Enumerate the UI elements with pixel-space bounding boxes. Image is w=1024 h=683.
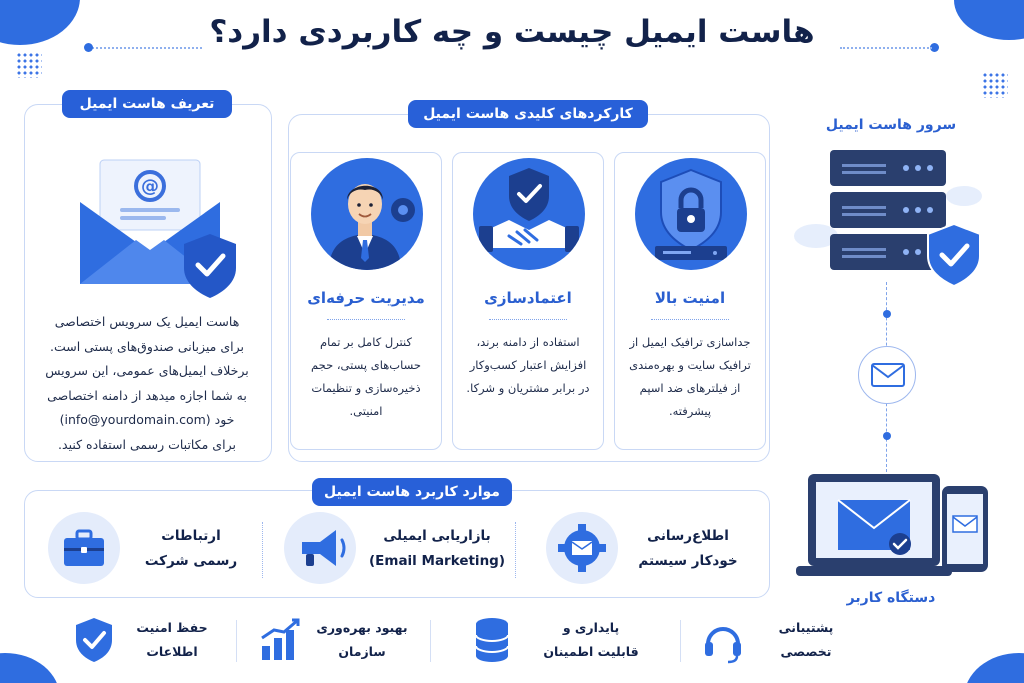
feature-line: ذخیره‌سازی و تنظیمات [311, 381, 421, 395]
feature-line: افزایش اعتبار کسب‌وکار [469, 358, 587, 372]
corner-blob-bottom-left [0, 653, 60, 683]
title-line-left [92, 47, 202, 49]
server-rack-icon [788, 140, 984, 290]
definition-heading: تعریف هاست ایمیل [62, 90, 232, 118]
benefit-line: قابلیت اطمینان [543, 644, 639, 659]
benefit-line: پشتیبانی [778, 620, 834, 635]
feature-line: کنترل کامل بر تمام [320, 335, 412, 349]
device-label: دستگاه کاربر [846, 590, 936, 606]
feature-line: پیشرفته. [668, 404, 712, 418]
use-case-divider [262, 522, 263, 578]
use-case-line: رسمی شرکت [144, 553, 238, 569]
definition-line: برای مکاتبات رسمی استفاده کنید. [58, 436, 236, 452]
benefit-line: حفظ امنیت [136, 620, 208, 635]
benefit-data-security [72, 612, 222, 668]
svg-text:@: @ [141, 176, 159, 197]
definition-line: خود (info@yourdomain.com) [59, 412, 235, 427]
benefit-productivity [256, 612, 416, 668]
envelope-icon [860, 347, 915, 402]
benefit-support [700, 612, 860, 668]
definition-line: برخلاف ایمیل‌های عمومی، این سرویس [45, 363, 249, 378]
feature-line: امنیتی. [349, 404, 383, 418]
feature-line: از فیلترهای ضد اسپم [639, 381, 741, 395]
feature-title: امنیت بالا [654, 289, 726, 307]
use-case-line: خودکار سیستم [638, 553, 738, 569]
use-case-text [136, 524, 246, 574]
feature-line: در برابر مشتریان و شرکا. [466, 381, 590, 395]
benefit-text [526, 616, 656, 664]
feature-text [459, 331, 597, 400]
benefit-reliability [470, 612, 670, 668]
definition-line: هاست ایمیل یک سرویس اختصاصی [54, 314, 240, 329]
benefit-line: پایداری و [562, 620, 620, 635]
definition-line: برای میزبانی صندوق‌های پستی است. [50, 338, 244, 354]
use-case-text [364, 524, 510, 574]
businessman-gear-icon [311, 158, 423, 270]
use-case-email-marketing [280, 512, 510, 586]
feature-title: مدیریت حرفه‌ای [307, 289, 425, 307]
megaphone-icon [284, 512, 356, 584]
corner-blob-bottom-right [964, 653, 1024, 683]
briefcase-icon [48, 512, 120, 584]
definition-text [28, 310, 266, 457]
benefit-divider [680, 620, 681, 662]
user-device-icon [796, 470, 992, 582]
dot-grid-left [16, 52, 42, 78]
feature-text [621, 331, 759, 423]
use-case-line: ارتباطات [161, 528, 221, 544]
use-case-line: بازاریابی ایمیلی [383, 528, 491, 544]
benefit-line: اطلاعات [146, 644, 198, 659]
benefit-line: تخصصی [780, 644, 832, 659]
headset-icon [700, 618, 746, 664]
functions-heading: کارکردهای کلیدی هاست ایمیل [408, 100, 648, 128]
database-icon [470, 616, 514, 666]
connection-dot-top [883, 310, 891, 318]
benefit-line: بهبود بهره‌وری [316, 620, 408, 635]
benefit-text [312, 616, 412, 664]
feature-card-trust [452, 152, 604, 450]
shield-check-icon [72, 616, 116, 664]
page-title: هاست ایمیل چیست و چه کاربردی دارد؟ [209, 14, 815, 50]
feature-divider [651, 319, 729, 320]
use-case-line: (Email Marketing) [368, 553, 506, 569]
envelope-shield-icon [72, 152, 252, 302]
feature-card-management [290, 152, 442, 450]
use-cases-heading: موارد کاربرد هاست ایمیل [312, 478, 512, 506]
feature-divider [489, 319, 567, 320]
feature-text [297, 331, 435, 423]
benefit-text [756, 616, 856, 664]
feature-line: استفاده از دامنه برند، [476, 335, 580, 349]
feature-divider [327, 319, 405, 320]
feature-card-security [614, 152, 766, 450]
use-case-line: اطلاع‌رسانی [647, 528, 729, 544]
definition-line: به شما اجازه میدهد از دامنه اختصاصی [47, 387, 247, 403]
feature-line: ترافیک سایت و بهره‌مندی [629, 358, 751, 372]
connection-dot-bottom [883, 432, 891, 440]
lock-shield-server-icon [635, 158, 747, 270]
use-case-corporate-communication [44, 512, 254, 586]
feature-title: اعتمادسازی [484, 289, 572, 307]
gear-envelope-icon [546, 512, 618, 584]
benefit-text [128, 616, 216, 664]
benefit-divider [236, 620, 237, 662]
feature-line: جداسازی ترافیک ایمیل از [629, 335, 751, 349]
title-line-dot-left [84, 43, 93, 52]
handshake-shield-icon [473, 158, 585, 270]
use-case-text [630, 524, 746, 574]
growth-chart-icon [256, 616, 304, 664]
use-case-divider [515, 522, 516, 578]
use-case-system-notification [530, 512, 750, 586]
envelope-node [858, 346, 916, 404]
feature-line: حساب‌های پستی، حجم [311, 358, 421, 372]
dot-grid-right [982, 72, 1008, 98]
server-label: سرور هاست ایمیل [825, 117, 957, 133]
benefit-divider [430, 620, 431, 662]
benefit-line: سازمان [338, 644, 386, 659]
